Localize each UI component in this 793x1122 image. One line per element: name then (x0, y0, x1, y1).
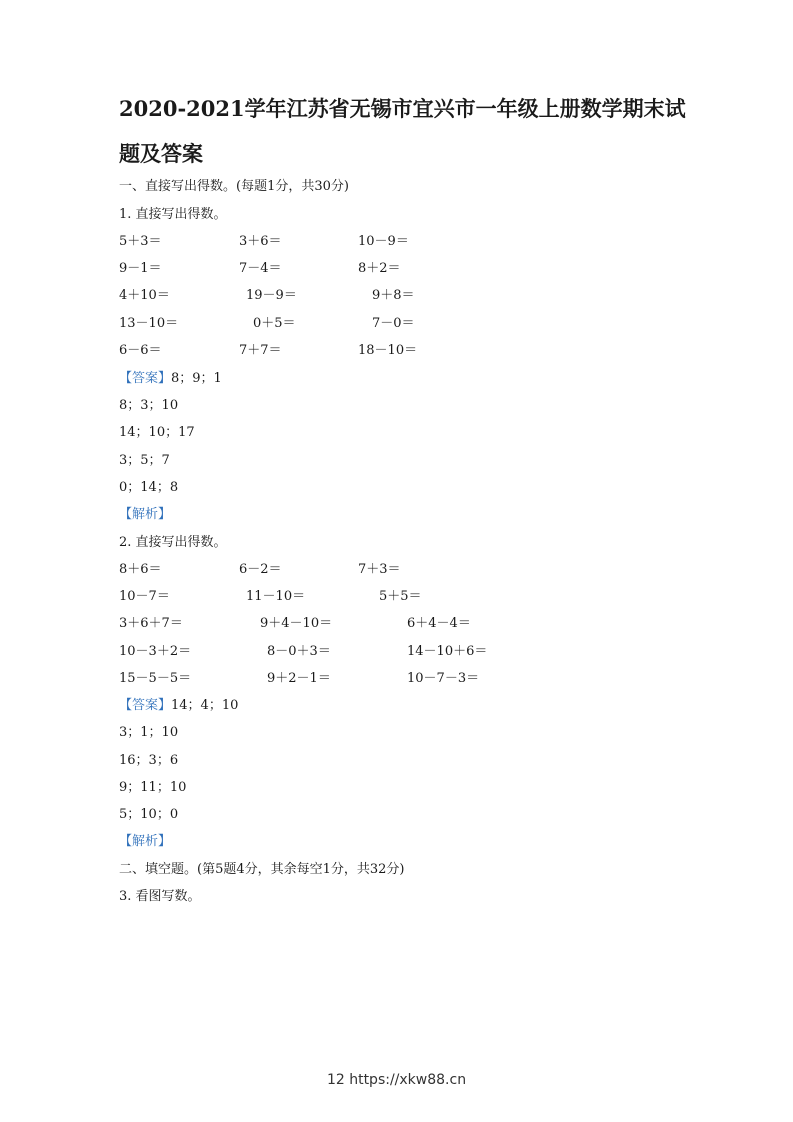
exercise-item: 7－0＝ (372, 316, 415, 331)
exercise-item: 3＋6＝ (239, 234, 282, 249)
exercise-item: 8＋6＝ (119, 562, 162, 577)
question-1-heading: 1. 直接写出得数。 (119, 207, 227, 222)
answer-tag: 【答案】 (119, 698, 172, 713)
document-title-line1: 2020-2021学年江苏省无锡市宜兴市一年级上册数学期末试 (119, 96, 686, 121)
answer-line: 14；10；17 (119, 425, 195, 440)
exercise-item: 13－10＝ (119, 316, 179, 331)
exercise-item: 9－1＝ (119, 261, 162, 276)
question-2-analysis-tag: 【解析】 (119, 834, 172, 849)
exercise-item: 7－4＝ (239, 261, 282, 276)
exercise-row (0, 671, 793, 687)
answer-line: 8；3；10 (119, 398, 179, 413)
exercise-item: 5＋5＝ (379, 589, 422, 604)
exercise-row (0, 562, 793, 578)
exercise-item: 14－10＋6＝ (407, 644, 488, 659)
exercise-item: 10－9＝ (358, 234, 409, 249)
exercise-row (0, 316, 793, 332)
question-1-analysis-tag: 【解析】 (119, 507, 172, 522)
exercise-item: 10－7－3＝ (407, 671, 480, 686)
exercise-item: 10－7＝ (119, 589, 170, 604)
exercise-item: 3＋6＋7＝ (119, 616, 183, 631)
question-3-heading: 3. 看图写数。 (119, 889, 201, 904)
exercise-row (0, 261, 793, 277)
exercise-row (0, 234, 793, 250)
answer-line: 5；10；0 (119, 807, 179, 822)
answer-values: 8；9；1 (171, 371, 222, 386)
answer-values: 14；4；10 (171, 698, 239, 713)
exercise-item: 5＋3＝ (119, 234, 162, 249)
exercise-item: 9＋2－1＝ (267, 671, 331, 686)
exercise-item: 10－3＋2＝ (119, 644, 192, 659)
answer-line: 16；3；6 (119, 753, 179, 768)
exercise-item: 0＋5＝ (253, 316, 296, 331)
question-2-heading: 2. 直接写出得数。 (119, 535, 227, 550)
exercise-item: 7＋7＝ (239, 343, 282, 358)
exercise-item: 15－5－5＝ (119, 671, 192, 686)
exercise-item: 19－9＝ (246, 288, 297, 303)
document-title-line2: 题及答案 (119, 141, 203, 166)
exercise-item: 9＋4－10＝ (260, 616, 333, 631)
answer-line: 0；14；8 (119, 480, 179, 495)
exercise-item: 7＋3＝ (358, 562, 401, 577)
exercise-row (0, 288, 793, 304)
exercise-item: 6－6＝ (119, 343, 162, 358)
exercise-item: 8＋2＝ (358, 261, 401, 276)
exercise-item: 9＋8＝ (372, 288, 415, 303)
exercise-row (0, 616, 793, 632)
exercise-row (0, 343, 793, 359)
exercise-item: 8－0＋3＝ (267, 644, 331, 659)
page-footer: 12 https://xkw88.cn (326, 1072, 467, 1088)
section-two-heading: 二、填空题。(第5题4分，其余每空1分，共32分) (119, 862, 405, 877)
exercise-item: 18－10＝ (358, 343, 418, 358)
question-2-answer (119, 698, 238, 714)
exercise-item: 11－10＝ (246, 589, 306, 604)
exercise-item: 6＋4－4＝ (407, 616, 471, 631)
answer-line: 3；1；10 (119, 725, 179, 740)
answer-line: 9；11；10 (119, 780, 187, 795)
answer-line: 3；5；7 (119, 453, 170, 468)
exercise-row (0, 589, 793, 605)
exercise-item: 6－2＝ (239, 562, 282, 577)
section-one-heading: 一、直接写出得数。(每题1分，共30分) (119, 179, 349, 194)
exercise-row (0, 644, 793, 660)
question-1-answer (119, 371, 222, 387)
answer-tag: 【答案】 (119, 371, 172, 386)
exercise-item: 4＋10＝ (119, 288, 170, 303)
